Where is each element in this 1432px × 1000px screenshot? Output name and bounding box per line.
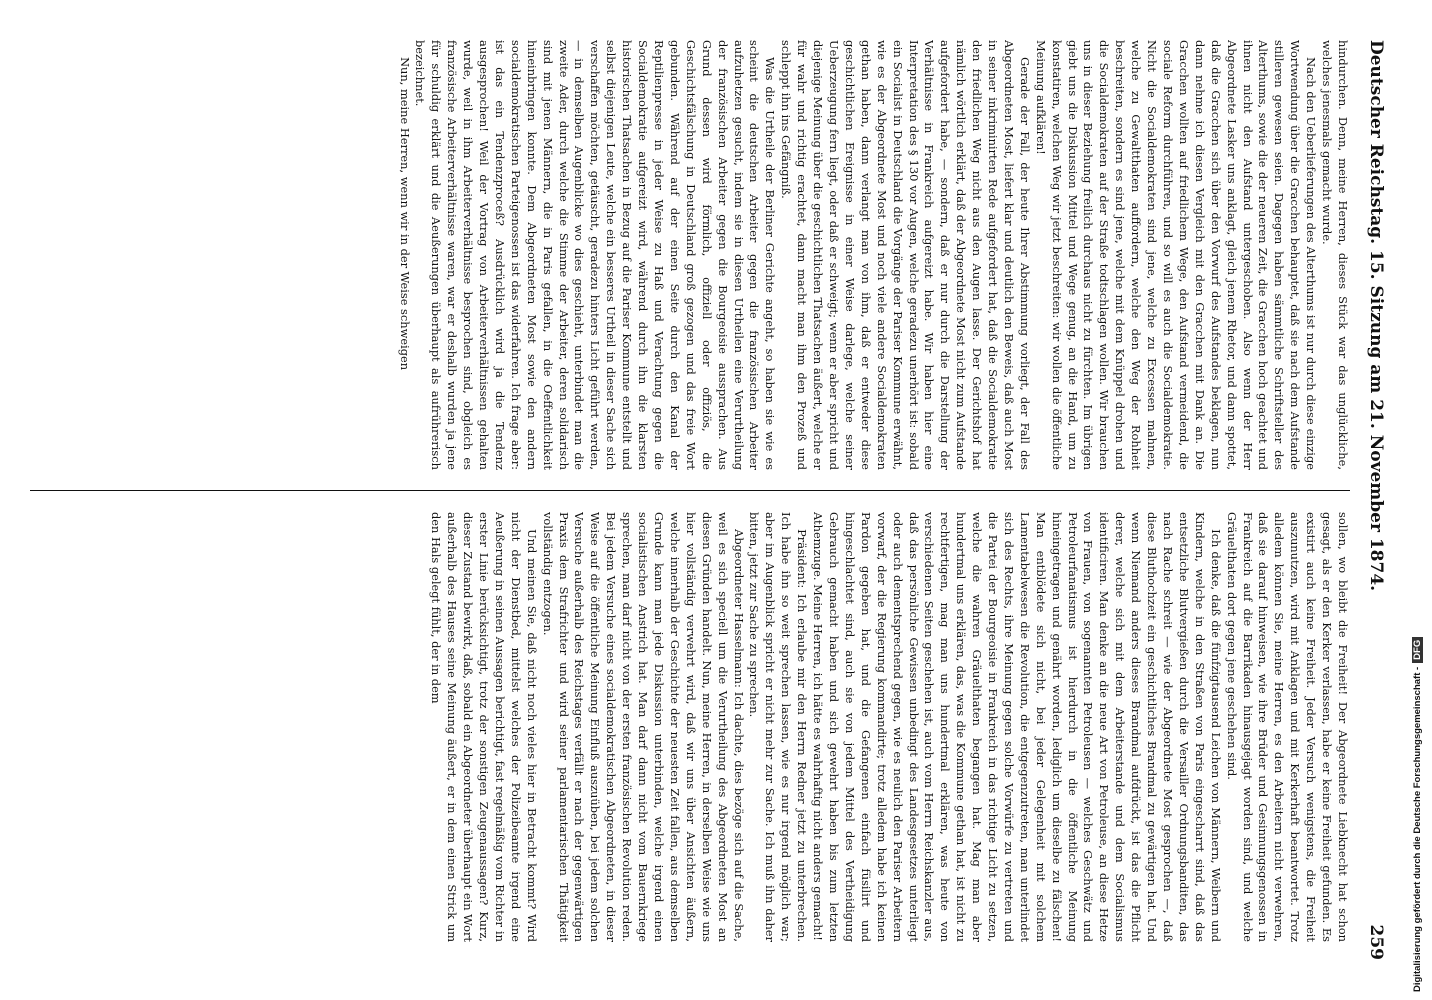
paragraph: Nach den Ueberlieferungen des Alterthums ist nur durch diese einzige Wortwendung über die Gracchen behauptet, daß sie nach dem Aufstande stilleren gewesen seien. Dagegen haben sämmtliche Schriftsteller des Alterthums, sowie die der neueren Zeit, die Gracchen hoch geachtet und ihnen nicht den Aufstand untergeschoben. Also wenn der Herr Abgeordnete Lasker uns anklagt, gleich jenem Rhetor, und dann spottet, daß die Gracchen sich über den Vorwurf des Aufstandes beklagen, nun dann nehme ich diesen Vergleich mit den Gracchen mit Dank an. Die Gracchen wollten auf friedlichem Wege, den Aufstand vermeidend, die sociale Reform durchführen, und so will es auch die Socialdemokratie. Nicht die Socialdemokraten sind jene, welche zu Excessen mahnen, welche zu Gewaltthaten auffordern, welche den Weg der Rohheit beschreiten, sondern es sind jene, welche mit dem Knüppel drohen und die Socialdemokraten auf der Straße todtschlagen wollen. Wir brauchen uns in dieser Beziehung freilich durchaus nicht zu fürchten. Im übrigen giebt uns die Diskussion Mittel und Wege genug, an die Hand, um zu konstatiren, welchen Weg wir jetzt beschreiten: wir wollen die öffentliche Meinung aufklären! [1033, 40, 1319, 470]
column-divider [30, 490, 1350, 491]
paragraph: Abgeordneter Hasselmann: Ich dachte, dies bezöge sich auf die Sache, weil es sich speciell um die Verurtheilung des Abgeordneten Most an diesen Gründen handelt. Nun, meine Herren, in derselben Weise wie uns hier vollständig verwehrt wird, daß wir uns über Ansichten äußern, welche innerhalb der Geschichte der neuesten Zeit fallen, aus demselben Grunde kann man jede Diskussion unterbinden, welche irgend einen socialistischen Anstrich hat. Man darf dann nicht vom Bauernkriege sprechen, man darf nicht von der ersten französischen Revolution reden. Bei jedem Versuche eines socialdemokratischen Abgeordneten, in dieser Weise auf die öffentliche Meinung Einfluß auszuüben, bei jedem solchen Versuche außerhalb des Reichstages verfällt er nach der gegenwärtigen Praxis dem Strafrichter und wird seiner parlamentarischen Thätigkeit vollständig entzogen. [540, 512, 746, 942]
paragraph: Gerade der Fall, der heute Ihrer Abstimmung vorliegt, der Fall des Abgeordneten Most, liefert klar und deutlich den Beweis, daß auch Most in seiner inkriminirten Rede aufgefordert hat, daß die Socialdemokratie den friedlichen Weg nicht aus den Augen lasse. Der Gerichtshof hat nämlich wörtlich erklärt, daß der Abgeordnete Most nicht zum Aufstande aufgefordert habe, — sondern, daß er nur durch die Darstellung der Verhältnisse in Frankreich aufgereizt habe. Wir haben hier eine Interpretation des § 130 vor Augen, welche geradezu unerhört ist: sobald ein Socialist in Deutschland die Vorgänge der Pariser Kommune erwähnt, wie es der Abgeordnete Most und noch viele andere Socialdemokraten gethan haben, dann verlangt man von ihm, daß er entweder diese geschichtlichen Ereignisse in einer Weise darlege, welche seiner Ueberzeugung fern liegt, oder daß er schweigt; wenn er aber spricht und diejenige Meinung über die geschichtlichen Thatsachen äußert, welche er für wahr und richtig erachtet, dann macht man ihm den Prozeß und schleppt ihn ins Gefängniß. [779, 40, 1032, 470]
paragraph: Nun, meine Herren, wenn wir in der Weise schweigen [397, 57, 412, 371]
paragraph: Und meinen Sie, daß nicht noch vieles hier in Betracht kommt? Wird nicht der Dienstbed, mittelst welches der Polizeibeamte irgend eine Aeußerung in seinen Aussagen berichtigt, fast regelmäßig vom Richter in erster Linie berücksichtigt, trotz der sonstigen Zeugenaussagen? Kurz, dieser Zustand bewirkt, daß, sobald ein Abgeordneter überhaupt ein Wort außerhalb des Hauses seine Meinung äußert, er in dem einen Strick um den Hals gelegt fühlt, der in dem [429, 512, 539, 942]
page-header [1354, 40, 1398, 960]
right-column [35, 512, 1350, 942]
page-number: 259 [1366, 924, 1386, 960]
running-title: Deutscher Reichstag. 15. Sitzung am 21. November 1874. [1366, 40, 1386, 592]
paragraph: hindurchen. Denn, meine Herren, dieses Stück war das unglückliche, welches jenesmals gemacht wurde. [1320, 40, 1350, 470]
paragraph: Ich denke, daß die fünfzigtausend Leichen von Männern, Weibern und Kindern, welche in den Straßen von Paris eingescharrt sind, daß das entsetzliche Blutvergießen durch die Versailler Ordnungsbanditen, das nach Rache schreit — wie der Abgeordnete Most gesprochen —, daß diese Bluthochzeit ein geschichtliches Brandmal zu gewärtigen hat. Und wenn Niemand anders dieses Brandmal aufdrückt, ist das die Pflicht derer, welche sich mit dem Arbeiterstande und dem Socialismus identificiren. Man denke an die neue Art von Petroleuse, an diese Hetze von Frauen, von sogenannten Petroleusen — welches Geschwätz und Petroleurfanatismus ist hierdurch in die öffentliche Meinung hineingetragen und genährt worden, lediglich um dieselbe zu fälschen! Man entblödete sich nicht, bei jeder Gelegenheit mit solchem Lamentabelwesen die Revolution, die entgegenzutreten, man unterlindet sich des Rechts, ihre Meinung gegen solche Vorwürfe zu vertreten und die Partei der Bourgeoisie in Frankreich in das richtige Licht zu setzen, welche die wahren Gräuelthaten begangen hat. Mag man aber hundertmal uns erklären, das, was die Kommune gethan hat, ist nicht zu rechtfertigen, mag man uns hundertmal erklären, was heute von verschiedenen Seiten geschehen ist, auch vom Herrn Reichskanzler aus, daß das persönliche Gewissen unbedingt des Landesgesetzes unterliegt oder auch dementsprechend gegen, wie es neulich den Pariser Arbeitern vorwarf, der die Regierung kommandirte; trotz alledem habe ich keinen Pardon gegeben hat, und die Gefangenen einfach füsilirt und hingeschlachtet sind, auch sie von jedem Mittel des Vertheidigung Gebrauch gemacht haben und sich gewehrt haben bis zum letzten Athemzuge. Meine Herren, ich hätte es wahrhaftig nicht anders gemacht! [811, 512, 1223, 942]
paragraph: Was die Urtheile der Berliner Gerichte angeht, so haben sie wie es scheint die deutschen Arbeiter gegen die französischen Arbeiter aufzuhetzen gesucht, indem sie in diesen Urtheilen eine Verurtheilung der französischen Arbeiter gegen die Bourgeoisie aussprachen. Aus Grund dessen wird förmlich, offiziell oder offiziös, die Geschichtsfälschung in Deutschland groß gezogen und das freie Wort gebunden. Während auf der einen Seite durch den Kanal der Reptilienpresse in jeder Weise zu Haß und Verachtung gegen die Socialdemokratie aufgereizt wird, während durch ihn die klarsten historischen Thatsachen in Bezug auf die Pariser Kommune entstellt und selbst diejenigen Leute, welche ein besseres Urtheil in dieser Sache sich verschaffen möchten, getäuscht, geradezu hinters Licht geführt werden, — in demselben Augenblicke wo dies geschieht, unterbindet man die zweite Ader, durch welche die Stimme der Arbeiter, deren solidarisch sind mit jenen Männern, die in Paris gefallen, in die Oeffentlichkeit hineinbringen konnte. Dem Abgeordneten Most sowie den andern socialdemokratischen Parteigenossen ist das widerfahren. Ich frage aber: ist das ein Tendenzproceß? Ausdrücklich wird ja die Tendenz ausgesprochen! Weil der Vortrag von Arbeiterverhältnissen gehalten wurde, weil in ihm Arbeiterverhältnisse besprochen sind, obgleich es französische Arbeiterverhältnisse waren, war er deshalb wurden ja jene für schuldig erklärt und die Aeußerungen überhaupt als aufrührerisch bezeichnet. [413, 40, 778, 470]
left-column [35, 40, 1350, 470]
paragraph: sollen, wo bleibt die Freiheit! Der Abgeordnete Liebknecht hat schon gesagt, als er den Kerker verlassen, habe er keine Freiheit gefunden. Es existirt auch keine Freiheit. Jeder Versuch wenigstens, die Freiheit auszunutzen, wird mit Anklagen und mit Kerkerhaft beantwortet. Trotz alledem können Sie, meine Herren, es den Arbeitern nicht verwehren, daß sie darauf hinweisen, wie ihre Brüder und Gesinnungsgenossen in Frankreich auf die Barrikaden hinausgejagt worden sind, und welche Gräuelthaten dort gegen jene geschehen sind. [1224, 512, 1350, 942]
credit-text: Digitalisierung gefördert durch die Deutsche Forschungsgemeinschaft - [1412, 666, 1423, 992]
digitization-credit [1412, 637, 1423, 992]
paragraph: Präsident: Ich erlaube mir den Herrn Redner jetzt zu unterbrechen. Ich habe ihn so weit sprechen lassen, wie es nur irgend möglich war; aber im Augenblick spricht er nicht mehr zur Sache. Ich muß ihn daher bitten, jetzt zur Sache zu sprechen. [747, 512, 810, 942]
dfg-logo: DFG [1412, 637, 1423, 663]
